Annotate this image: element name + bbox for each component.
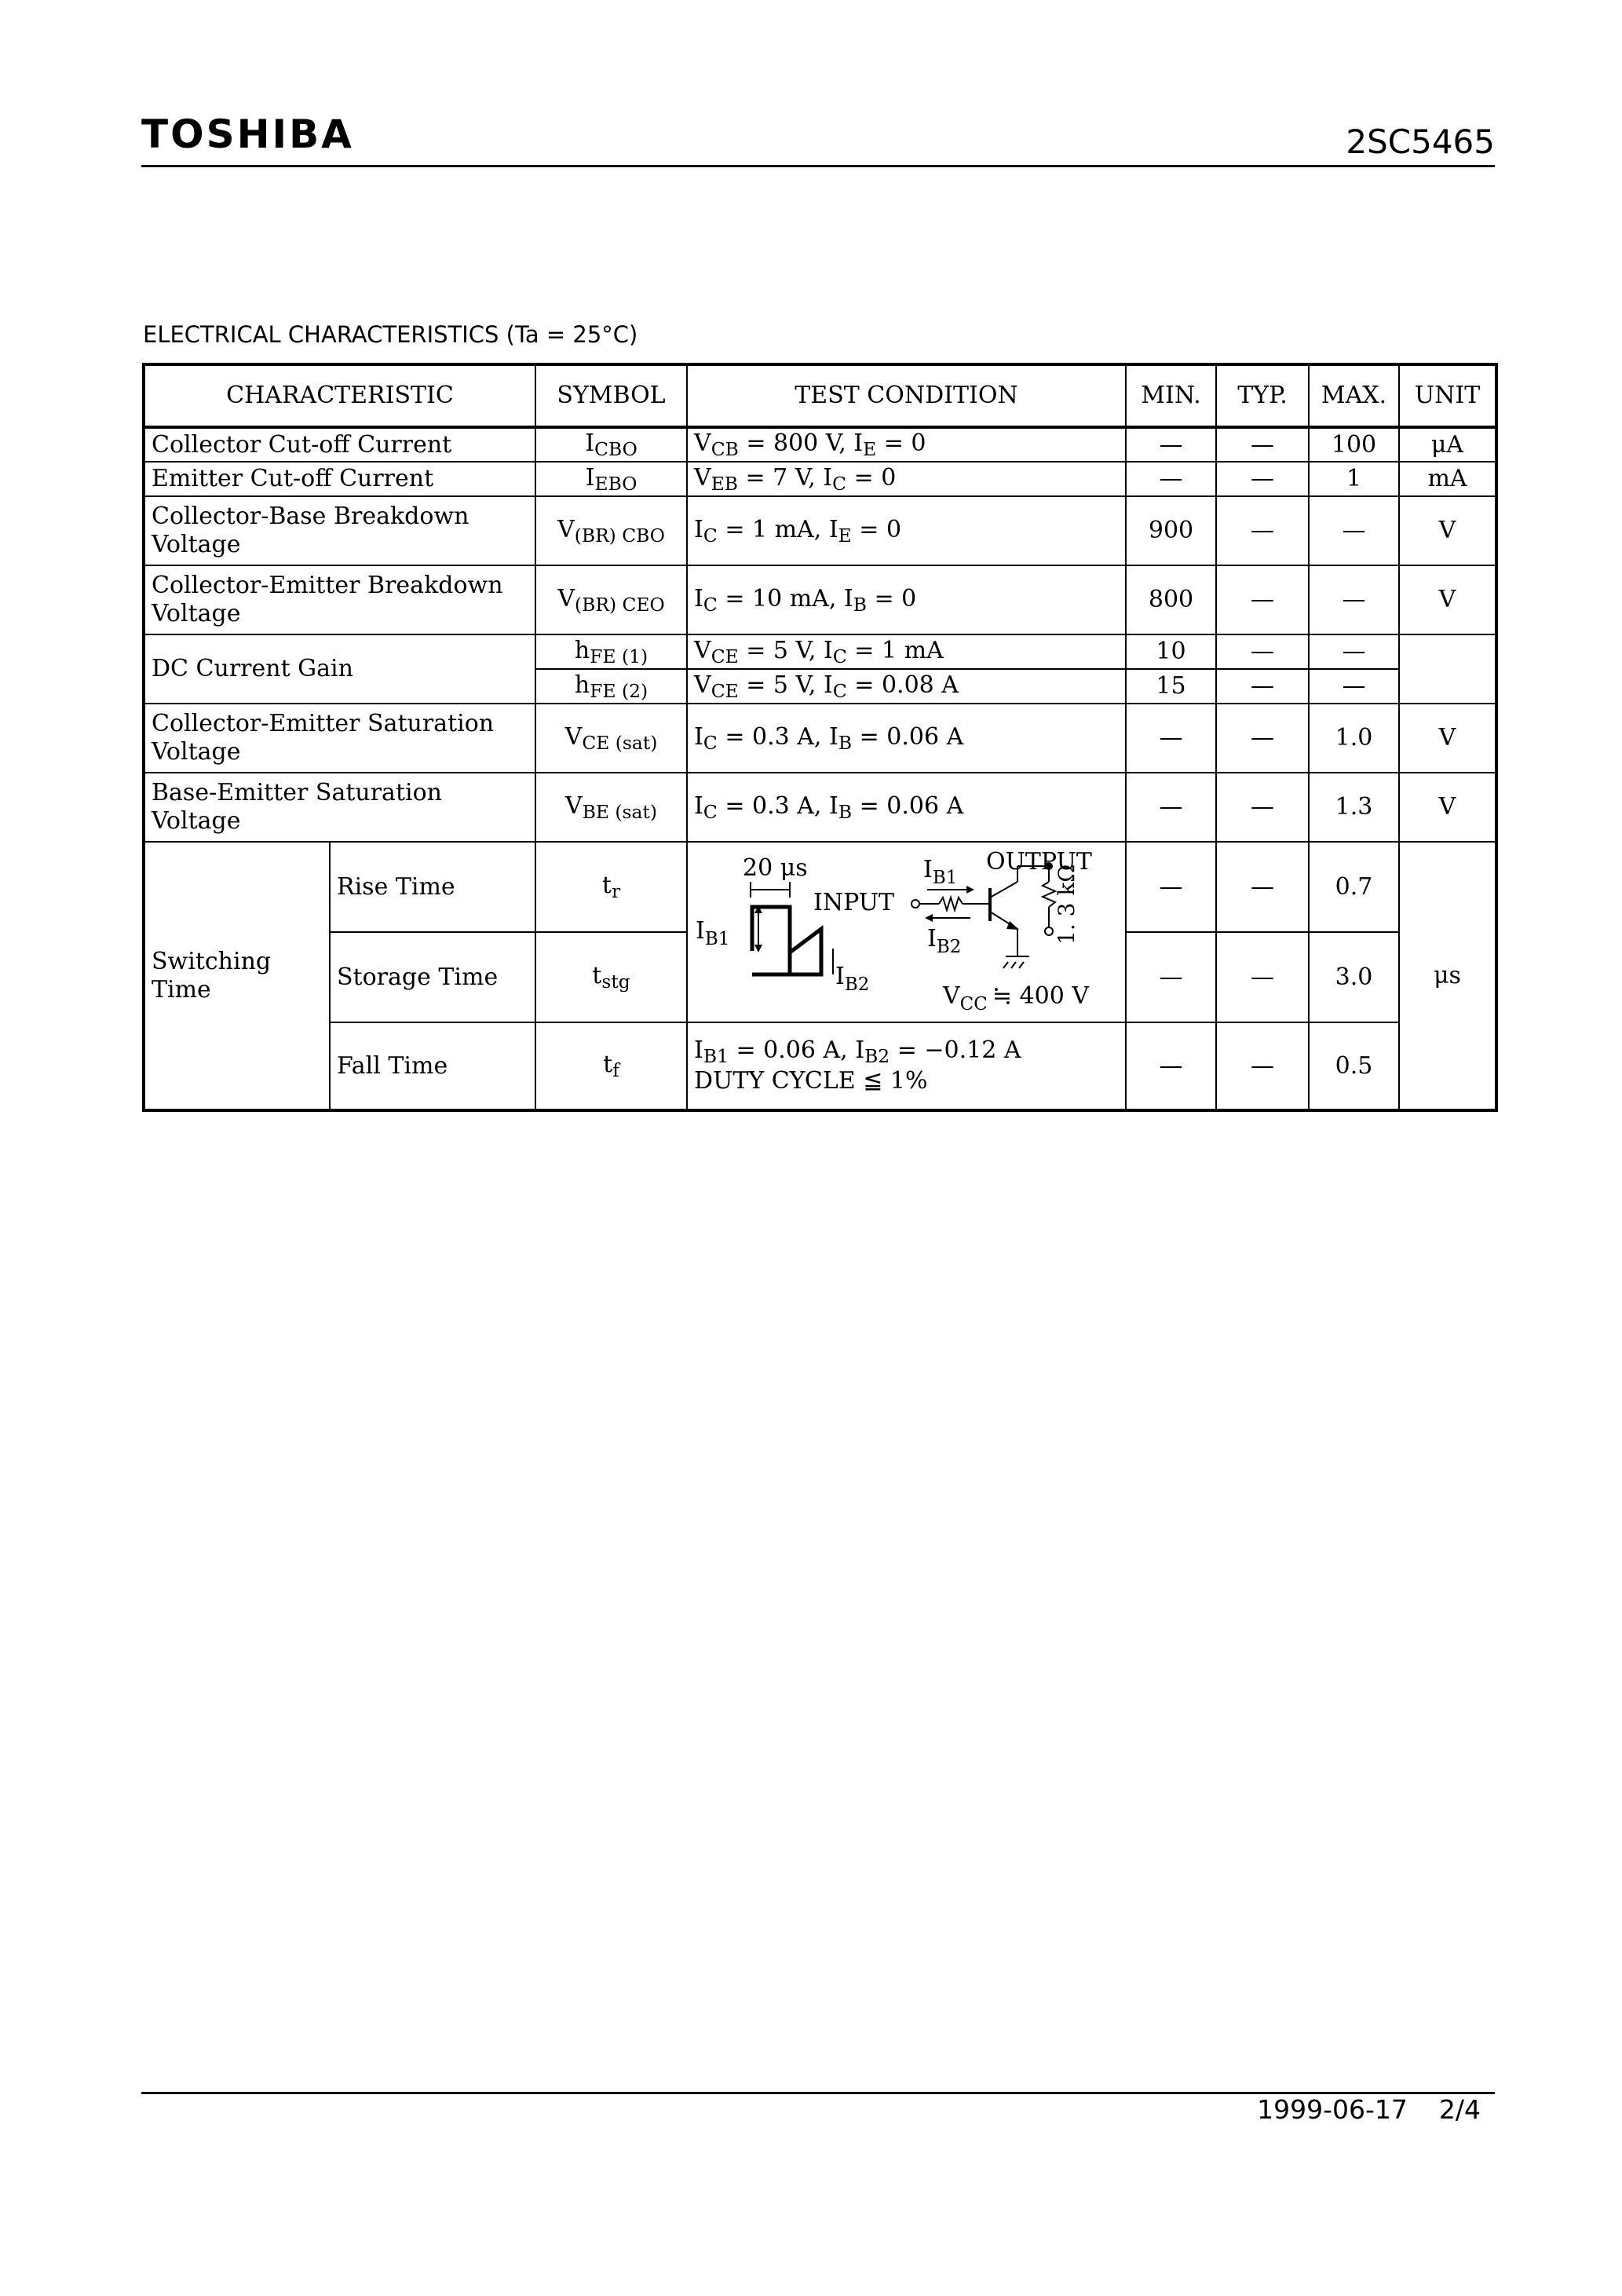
characteristic-cell: DC Current Gain xyxy=(144,634,535,704)
load-resistor-value: 1. 3 kΩ xyxy=(1054,864,1080,945)
table-header-row xyxy=(144,364,1496,427)
characteristic-cell: Collector-Base Breakdown Voltage xyxy=(144,496,535,565)
min-cell: 800 xyxy=(1126,565,1216,634)
symbol-cell: $t_f$ xyxy=(535,1022,687,1110)
test-condition-cell: $V_{CE} = 5$ V, $I_C = 0.08$ A xyxy=(687,669,1126,704)
unit-cell: V xyxy=(1399,496,1496,565)
switching-test-circuit xyxy=(687,842,1126,1022)
header-unit: UNIT xyxy=(1399,364,1496,427)
ib1-label-top: $I_{B1}$ xyxy=(923,856,958,888)
switching-condition-line1: $I_{B1} = 0.06$ A, $I_{B2} = -0.12$ A xyxy=(694,1036,1021,1067)
test-condition-cell: $I_C = 1$ mA, $I_E = 0$ xyxy=(687,496,1126,565)
vcc-label: $V_{CC}$ ≒ 400 V xyxy=(943,982,1090,1015)
typ-cell: — xyxy=(1216,669,1309,704)
max-cell: 1.0 xyxy=(1309,704,1399,773)
test-condition-cell: $I_C = 10$ mA, $I_B = 0$ xyxy=(687,565,1126,634)
characteristic-cell: Collector Cut-off Current xyxy=(144,427,535,462)
unit-cell: V xyxy=(1399,565,1496,634)
input-label: INPUT xyxy=(813,889,895,916)
input-pulse-waveform xyxy=(752,907,821,976)
min-cell: — xyxy=(1126,773,1216,842)
table-row xyxy=(144,634,1496,669)
typ-cell: — xyxy=(1216,634,1309,669)
transistor-icon xyxy=(990,882,1019,930)
header-typ: TYP. xyxy=(1216,364,1309,427)
table-row xyxy=(144,427,1496,462)
table-row xyxy=(144,565,1496,634)
switching-condition-line2: DUTY CYCLE ≦ 1% xyxy=(694,1066,928,1095)
header-min: MIN. xyxy=(1126,364,1216,427)
typ-cell: — xyxy=(1216,565,1309,634)
symbol-cell: $I_{CBO}$ xyxy=(535,427,687,462)
test-condition-cell: $V_{CE} = 5$ V, $I_C = 1$ mA xyxy=(687,634,1126,669)
unit-cell xyxy=(1399,634,1496,704)
typ-cell: — xyxy=(1216,462,1309,496)
test-condition-cell: $I_C = 0.3$ A, $I_B = 0.06$ A xyxy=(687,773,1126,842)
symbol-cell: $V_{BE (sat)}$ xyxy=(535,773,687,842)
header-characteristic: CHARACTERISTIC xyxy=(144,364,535,427)
symbol-cell: $t_{stg}$ xyxy=(535,932,687,1022)
characteristic-cell: Emitter Cut-off Current xyxy=(144,462,535,496)
symbol-cell: $h_{FE (2)}$ xyxy=(535,669,687,704)
max-cell: 0.7 xyxy=(1309,842,1399,932)
symbol-cell: $V_{(BR) CEO}$ xyxy=(535,565,687,634)
typ-cell: — xyxy=(1216,1022,1309,1110)
table-row xyxy=(144,773,1496,842)
test-condition-cell: $V_{CB} = 800$ V, $I_E = 0$ xyxy=(687,427,1126,462)
typ-cell: — xyxy=(1216,773,1309,842)
test-condition-cell: $I_C = 0.3$ A, $I_B = 0.06$ A xyxy=(687,704,1126,773)
max-cell: — xyxy=(1309,565,1399,634)
pulse-width-label: 20 μs xyxy=(743,854,808,882)
part-number: 2SC5465 xyxy=(1346,122,1495,161)
header-test-condition: TEST CONDITION xyxy=(687,364,1126,427)
characteristic-cell: Base-Emitter Saturation Voltage xyxy=(144,773,535,842)
footer xyxy=(1257,2094,1481,2125)
table-row xyxy=(144,704,1496,773)
symbol-cell: $V_{CE (sat)}$ xyxy=(535,704,687,773)
unit-cell: V xyxy=(1399,773,1496,842)
output-label: OUTPUT xyxy=(986,848,1092,876)
table-row xyxy=(144,496,1496,565)
min-cell: — xyxy=(1126,462,1216,496)
max-cell: 1 xyxy=(1309,462,1399,496)
section-title: ELECTRICAL CHARACTERISTICS (Ta = 25°C) xyxy=(143,321,638,348)
unit-cell: μA xyxy=(1399,427,1496,462)
symbol-cell: $I_{EBO}$ xyxy=(535,462,687,496)
min-cell: 15 xyxy=(1126,669,1216,704)
typ-cell: — xyxy=(1216,427,1309,462)
switching-time-label: Switching Time xyxy=(144,842,330,1110)
unit-cell: V xyxy=(1399,704,1496,773)
header-rule xyxy=(141,165,1495,167)
ib2-label-wave: $I_{B2}$ xyxy=(835,963,870,995)
switching-subcharacteristic: Storage Time xyxy=(330,932,535,1022)
switching-subcharacteristic: Fall Time xyxy=(330,1022,535,1110)
min-cell: — xyxy=(1126,704,1216,773)
typ-cell: — xyxy=(1216,842,1309,932)
table-row xyxy=(144,1022,1496,1110)
table-row xyxy=(144,462,1496,496)
symbol-cell: $t_r$ xyxy=(535,842,687,932)
characteristic-cell: Collector-Emitter Saturation Voltage xyxy=(144,704,535,773)
min-cell: — xyxy=(1126,1022,1216,1110)
max-cell: 3.0 xyxy=(1309,932,1399,1022)
table-row xyxy=(144,842,1496,932)
max-cell: 1.3 xyxy=(1309,773,1399,842)
switching-subcharacteristic: Rise Time xyxy=(330,842,535,932)
max-cell: — xyxy=(1309,634,1399,669)
switching-test-condition xyxy=(687,1022,1126,1110)
max-cell: — xyxy=(1309,669,1399,704)
max-cell: 100 xyxy=(1309,427,1399,462)
symbol-cell: $h_{FE (1)}$ xyxy=(535,634,687,669)
min-cell: 900 xyxy=(1126,496,1216,565)
header-symbol: SYMBOL xyxy=(535,364,687,427)
characteristic-cell: Collector-Emitter Breakdown Voltage xyxy=(144,565,535,634)
min-cell: — xyxy=(1126,932,1216,1022)
max-cell: 0.5 xyxy=(1309,1022,1399,1110)
max-cell: — xyxy=(1309,496,1399,565)
symbol-cell: $V_{(BR) CBO}$ xyxy=(535,496,687,565)
header-max: MAX. xyxy=(1309,364,1399,427)
typ-cell: — xyxy=(1216,496,1309,565)
ib2-label-input: $I_{B2}$ xyxy=(927,925,962,957)
min-cell: — xyxy=(1126,427,1216,462)
footer-date: 1999-06-17 xyxy=(1257,2094,1408,2125)
min-cell: 10 xyxy=(1126,634,1216,669)
ib1-label-left: $I_{B1}$ xyxy=(696,917,730,949)
test-condition-cell: $V_{EB} = 7$ V, $I_C = 0$ xyxy=(687,462,1126,496)
base-resistor-icon xyxy=(939,898,963,910)
unit-cell: mA xyxy=(1399,462,1496,496)
typ-cell: — xyxy=(1216,932,1309,1022)
unit-cell: μs xyxy=(1399,842,1496,1110)
footer-page: 2/4 xyxy=(1438,2094,1481,2125)
toshiba-logo: TOSHIBA xyxy=(141,112,354,157)
typ-cell: — xyxy=(1216,704,1309,773)
electrical-characteristics-table xyxy=(142,363,1498,1112)
switching-circuit-diagram xyxy=(688,843,1127,1022)
min-cell: — xyxy=(1126,842,1216,932)
